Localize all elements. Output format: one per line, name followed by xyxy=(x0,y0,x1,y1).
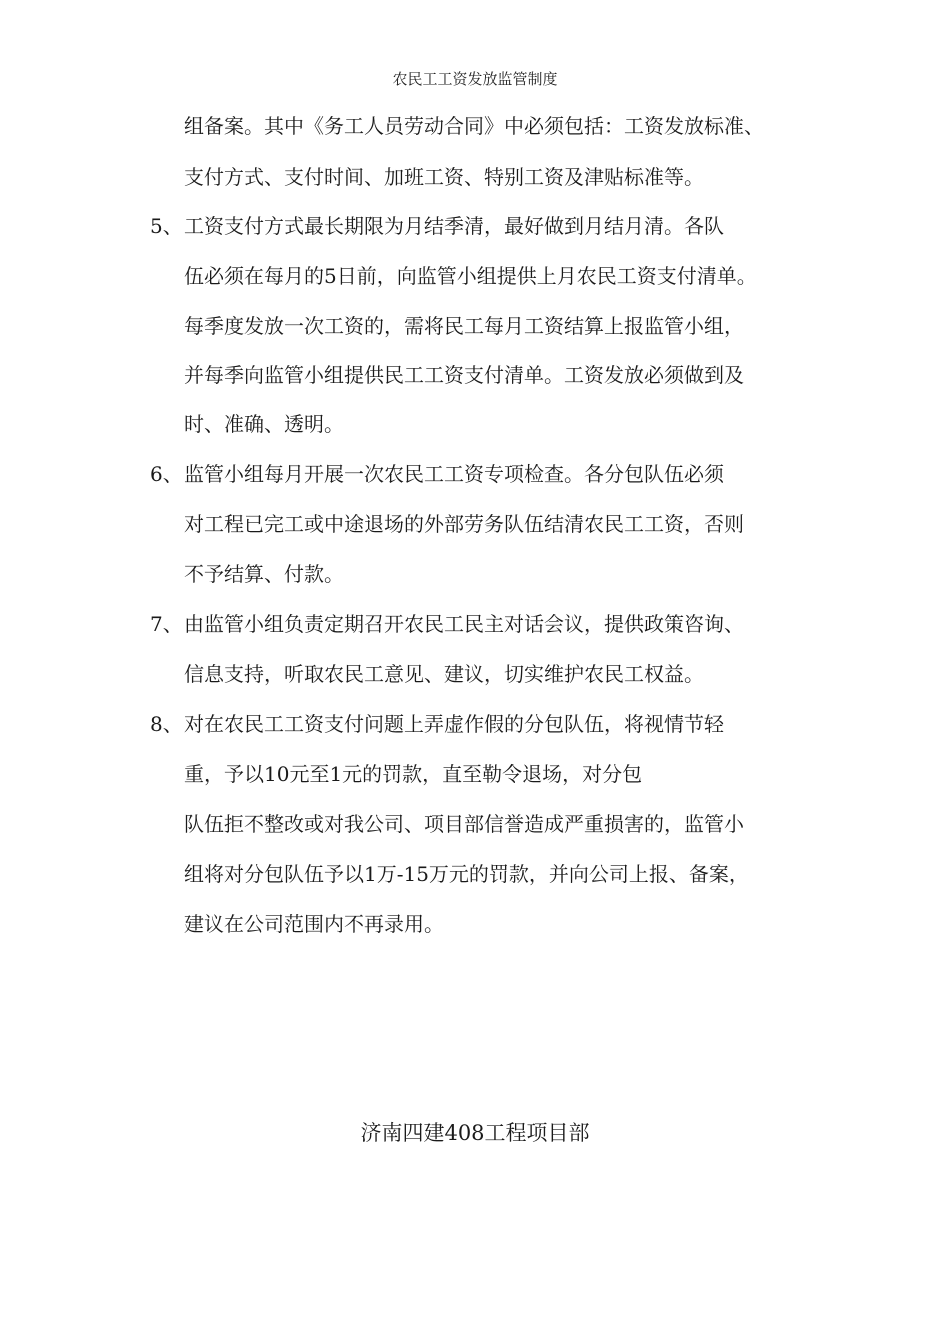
paragraph-line: 信息支持，听取农民工意见、建议，切实维护农民工权益。 xyxy=(184,662,704,686)
page-header: 农民工工资发放监管制度 xyxy=(392,70,558,88)
paragraph-line: 对在农民工工资支付问题上弄虚作假的分包队伍，将视情节轻 xyxy=(184,712,724,736)
paragraph-line: 重，予以10元至1元的罚款，直至勒令退场，对分包 xyxy=(184,762,643,786)
paragraph-line: 组备案。其中《务工人员劳动合同》中必须包括：工资发放标准、 xyxy=(184,114,764,138)
paragraph-line: 时、准确、透明。 xyxy=(184,412,344,436)
item-number: 8、 xyxy=(150,712,183,736)
paragraph-line: 组将对分包队伍予以1万-15万元的罚款，并向公司上报、备案， xyxy=(184,862,749,886)
paragraph-line: 每季度发放一次工资的，需将民工每月工资结算上报监管小组， xyxy=(184,314,744,338)
paragraph-line: 并每季向监管小组提供民工工资支付清单。工资发放必须做到及 xyxy=(184,363,744,387)
paragraph-line: 队伍拒不整改或对我公司、项目部信誉造成严重损害的，监管小 xyxy=(184,812,744,836)
paragraph-line: 伍必须在每月的5日前，向监管小组提供上月农民工资支付清单。 xyxy=(184,264,757,288)
paragraph-line: 工资支付方式最长期限为月结季清，最好做到月结月清。各队 xyxy=(184,214,724,238)
paragraph-line: 支付方式、支付时间、加班工资、特别工资及津贴标准等。 xyxy=(184,165,704,189)
paragraph-line: 对工程已完工或中途退场的外部劳务队伍结清农民工工资，否则 xyxy=(184,512,744,536)
signature: 济南四建408工程项目部 xyxy=(360,1121,590,1145)
paragraph-line: 不予结算、付款。 xyxy=(184,562,344,586)
paragraph-line: 监管小组每月开展一次农民工工资专项检查。各分包队伍必须 xyxy=(184,462,724,486)
paragraph-line: 建议在公司范围内不再录用。 xyxy=(184,912,444,936)
item-number: 5、 xyxy=(150,214,183,238)
item-number: 6、 xyxy=(150,462,183,486)
item-number: 7、 xyxy=(150,612,183,636)
paragraph-line: 由监管小组负责定期召开农民工民主对话会议，提供政策咨询、 xyxy=(184,612,744,636)
